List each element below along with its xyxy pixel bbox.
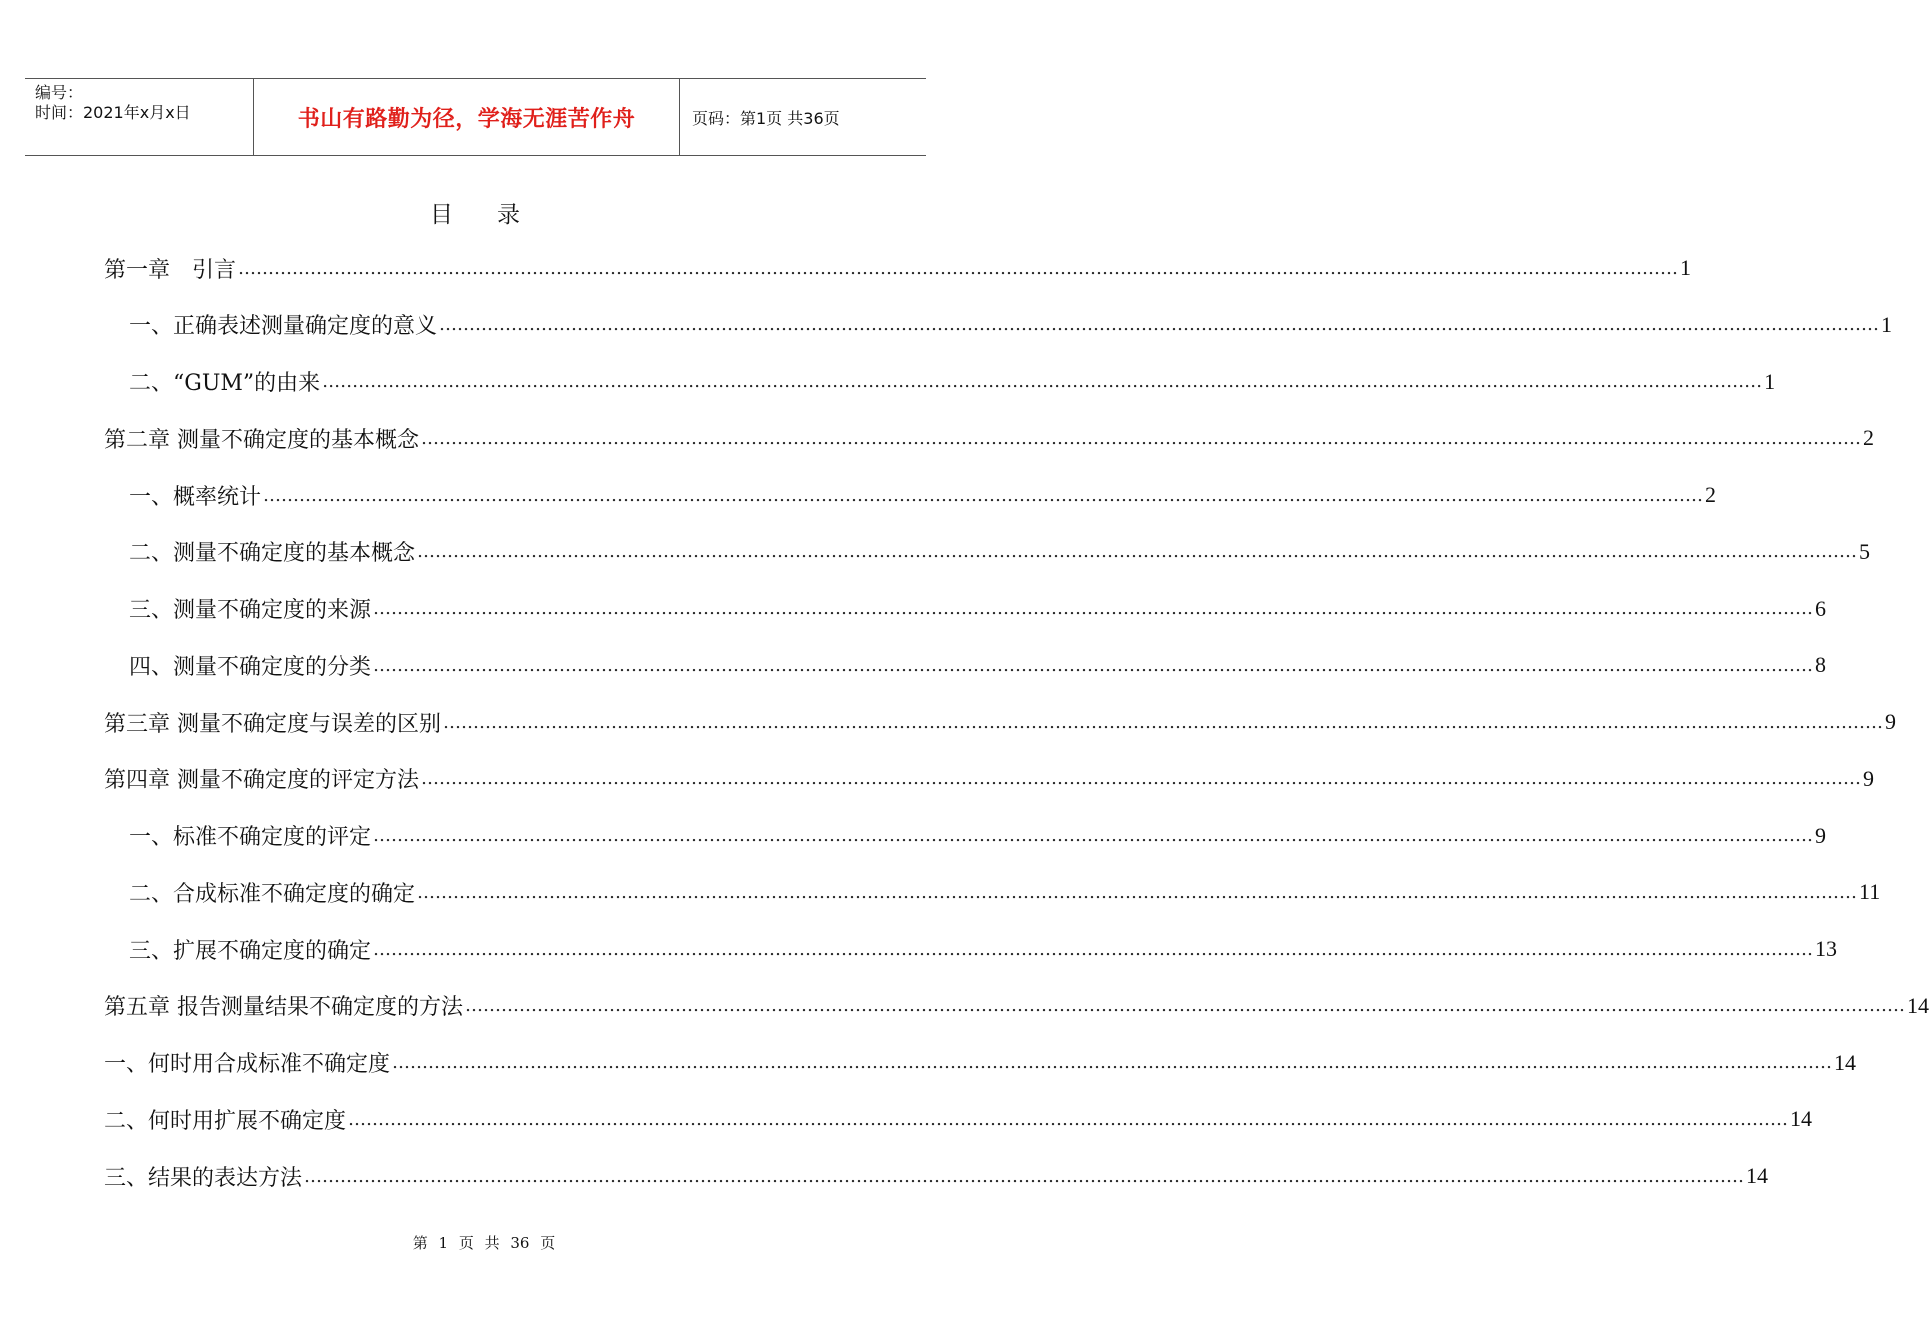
toc-entry[interactable] — [129, 816, 1827, 856]
toc-entry-page: 1 — [1680, 255, 1692, 280]
toc-leader-dots: …………………………………………………………………………………………………………………………………………………………………………………………………………………… — [417, 881, 1858, 903]
toc-entry[interactable] — [129, 532, 1871, 572]
toc-entry-label: 第二章 测量不确定度的基本概念 — [104, 427, 419, 453]
toc-entry[interactable] — [104, 1099, 1813, 1139]
toc-entry-page: 8 — [1815, 652, 1827, 678]
toc-entry[interactable] — [104, 418, 1874, 458]
header-motto: 书山有路勤为径，学海无涯苦作舟 — [254, 79, 680, 155]
toc-entry-label: 三、测量不确定度的来源 — [129, 598, 372, 623]
toc-entry-label: 四、测量不确定度的分类 — [129, 654, 372, 680]
toc-entry-label: 二、合成标准不确定度的确定 — [129, 881, 416, 907]
toc-entry[interactable] — [129, 589, 1827, 629]
toc-entry-label: 二、测量不确定度的基本概念 — [129, 541, 416, 567]
toc-entry-page: 11 — [1859, 879, 1881, 905]
toc-entry-label: 二、“GUM”的由来 — [129, 371, 321, 396]
toc-entry-label: 第一章 引言 — [104, 257, 237, 283]
toc-entry[interactable] — [129, 645, 1827, 685]
document-header — [25, 78, 926, 156]
toc-entry-label: 第三章 测量不确定度与误差的区别 — [104, 711, 441, 737]
toc-leader-dots: …………………………………………………………………………………………………………………………………………………………………………………………………………………… — [392, 1052, 1833, 1073]
toc-leader-dots: …………………………………………………………………………………………………………………………………………………………………………………………………………………… — [373, 654, 1814, 676]
toc-leader-dots: …………………………………………………………………………………………………………………………………………………………………………………………………………………… — [348, 1108, 1789, 1130]
toc-leader-dots: …………………………………………………………………………………………………………………………………………………………………………………………………………………… — [304, 1165, 1745, 1187]
document-number-label: 编号： — [35, 83, 84, 102]
toc-entry-label: 三、扩展不确定度的确定 — [129, 938, 372, 964]
toc-entry-page: 1 — [1881, 311, 1893, 337]
toc-leader-dots: …………………………………………………………………………………………………………………………………………………………………………………………………………………… — [465, 995, 1905, 1017]
toc-entry-label: 一、何时用合成标准不确定度 — [104, 1052, 391, 1077]
toc-entry-page: 9 — [1815, 822, 1827, 848]
toc-entry-label: 一、标准不确定度的评定 — [129, 825, 372, 850]
toc-entry-page: 5 — [1859, 538, 1871, 564]
toc-leader-dots: …………………………………………………………………………………………………………………………………………………………………………………………………………………… — [263, 484, 1704, 506]
toc-entry-label: 一、概率统计 — [129, 484, 262, 510]
toc-entry-label: 第四章 测量不确定度的评定方法 — [104, 768, 419, 794]
toc-entry-page: 2 — [1705, 482, 1717, 507]
toc-leader-dots: …………………………………………………………………………………………………………………………………………………………………………………………………………………… — [238, 257, 1679, 279]
toc-entry[interactable] — [129, 929, 1838, 969]
toc-entry-label: 第五章 报告测量结果不确定度的方法 — [104, 995, 463, 1021]
toc-leader-dots: …………………………………………………………………………………………………………………………………………………………………………………………………………………… — [322, 371, 1763, 392]
toc-entry[interactable] — [129, 305, 1893, 345]
toc-leader-dots: …………………………………………………………………………………………………………………………………………………………………………………………………………………… — [443, 711, 1883, 733]
toc-entry-page: 14 — [1834, 1049, 1857, 1075]
toc-leader-dots: …………………………………………………………………………………………………………………………………………………………………………………………………………………… — [421, 768, 1861, 790]
toc-leader-dots: …………………………………………………………………………………………………………………………………………………………………………………………………………………… — [373, 938, 1814, 960]
toc-leader-dots: …………………………………………………………………………………………………………………………………………………………………………………………………………………… — [439, 314, 1880, 336]
toc-entry[interactable] — [129, 475, 1717, 515]
toc-entry-label: 二、何时用扩展不确定度 — [104, 1108, 347, 1134]
header-page-info: 页码：第1页 共36页 — [692, 108, 840, 128]
page-footer: 第 1 页 共 36 页 — [412, 1234, 556, 1252]
toc-leader-dots: …………………………………………………………………………………………………………………………………………………………………………………………………………………… — [421, 427, 1861, 449]
toc-entry-page: 1 — [1764, 368, 1776, 394]
toc-entry[interactable] — [104, 759, 1874, 799]
toc-entry[interactable] — [104, 1156, 1769, 1196]
toc-entry-page: 6 — [1815, 595, 1827, 621]
document-time-label: 时间：2021年x月x日 — [35, 103, 191, 122]
toc-entry-page: 13 — [1815, 936, 1838, 961]
toc-entry-label: 一、正确表述测量确定度的意义 — [129, 314, 438, 340]
toc-entry-page: 9 — [1885, 709, 1896, 734]
toc-title: 目录 — [430, 202, 564, 228]
toc-entry[interactable] — [104, 1043, 1857, 1083]
toc-entry-page: 14 — [1907, 992, 1929, 1018]
toc-entry[interactable] — [104, 702, 1896, 742]
toc-leader-dots: …………………………………………………………………………………………………………………………………………………………………………………………………………………… — [373, 598, 1814, 619]
toc-entry[interactable] — [129, 872, 1881, 912]
toc-entry[interactable] — [104, 248, 1692, 288]
toc-leader-dots: …………………………………………………………………………………………………………………………………………………………………………………………………………………… — [417, 541, 1858, 563]
toc-entry[interactable] — [129, 362, 1776, 402]
toc-entry-page: 9 — [1863, 765, 1874, 791]
header-meta — [25, 79, 254, 155]
toc-entry[interactable] — [104, 986, 1929, 1026]
toc-entry-page: 2 — [1863, 425, 1874, 451]
toc-entry-label: 三、结果的表达方法 — [104, 1165, 303, 1191]
toc-entry-page: 14 — [1790, 1106, 1813, 1132]
toc-leader-dots: …………………………………………………………………………………………………………………………………………………………………………………………………………………… — [373, 825, 1814, 846]
toc-entry-page: 14 — [1746, 1163, 1769, 1188]
